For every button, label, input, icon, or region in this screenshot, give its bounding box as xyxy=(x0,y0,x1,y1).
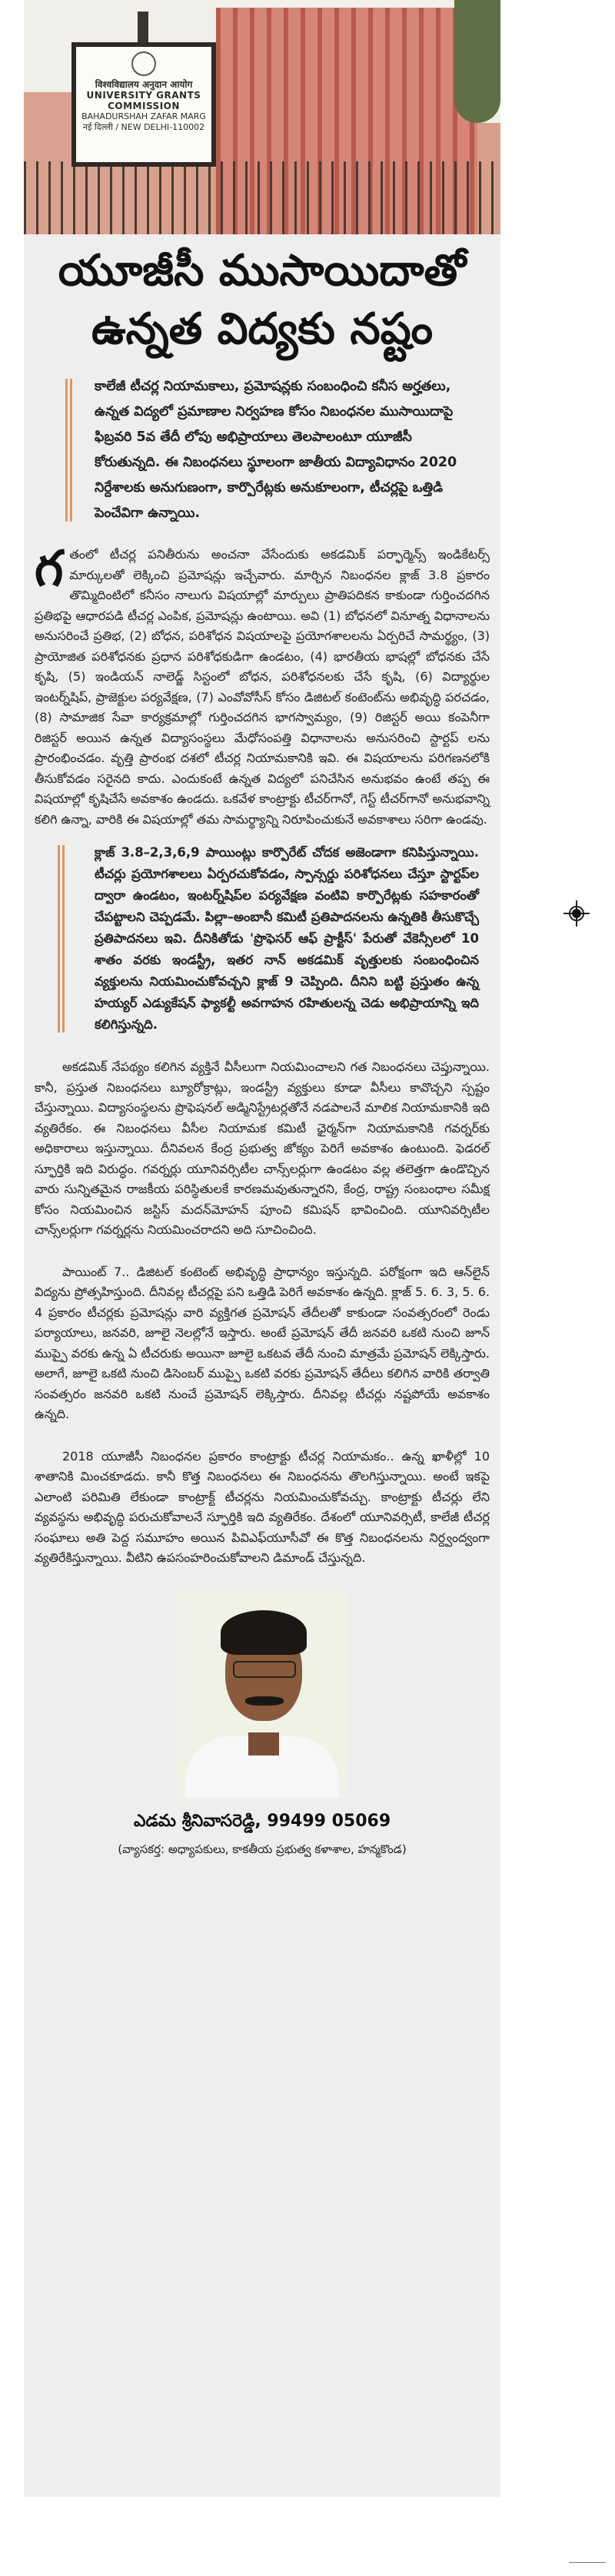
author-photo xyxy=(178,1590,347,1798)
paragraph-1 xyxy=(35,541,490,830)
photo-fence xyxy=(24,161,500,234)
author-byline: ఎడమ శ్రీనివాసరెడ్డి, 99499 05069 xyxy=(133,1811,391,1831)
headline-line-2: ఉన్నత విద్యకు నష్టం xyxy=(91,304,434,354)
registration-mark-dot xyxy=(572,909,581,918)
signboard-hindi: विश्वविद्यालय अनुदान आयोग xyxy=(95,79,193,90)
paragraph-1-text: తంలో టీచర్ల పనితీరును అంచనా వేసేందుకు అకడమిక్ పర్ఫార్మెన్స్ ఇండికేటర్స్ మార్కులతో లెక్కించి ప్రమోషన్లు ఇచ్చేవారు. మార్చిన నిబంధనల క్లాజ్ 3.8 ప్రకారం తొమ్మిదింటిలో కనీసం నాలుగు విషయాల్లో మార్పులు ప్రాతిపదికన కాకుండా గుర్తించదగిన ప్రతిభపై ఆధారపడి టీచర్ల ఎంపిక, ప్రమోషన్లు ఉంటాయి. అవి (1) బోధనలో వినూత్న విధానాలను అనుసరించే ప్రతిభ, (2) బోధన, పరిశోధన విషయాలపై ప్రయోగశాలలను ఏర్పరిచే సామర్థ్యం, (3) ప్రాయోజిత పరిశోధనకు ప్రధాన పరిశోధకుడిగా ఉండటం, (4) భారతీయ భాషల్లో బోధనకు చేసే కృషి, (5) ఇండియన్ నాలెడ్జ్ సిస్టంలో బోధన, పరిశోధనలకు చేసే కృషి, (6) విద్యార్థుల ఇంటర్న్‌షిప్, ప్రాజెక్టుల పర్యవేక్షణ, (7) ఎంవోవోసీస్ కోసం డిజిటల్ కంటెంట్‌ను అభివృద్ధి పరచడం, (8) సామాజిక సేవా కార్యక్రమాల్లో గుర్తించదగిన భాగస్వామ్యం, (9) రిజిస్టర్ అయి కంపెనీగా రిజిస్టర్ అయిన ఉన్నత విద్యాసంస్థలు మేధోసంపత్తి విధానాలను అనుసరించి స్టార్టప్ లను ప్రారంభించడం. వృత్తి ప్రారంభ దశలో టీచర్ల నియామకానికి ఇవి. ఈ విషయాలను పరిగణనలోకి తీసుకోవడం సరైనది కాదు. ఎందుకంటే ఉన్నత విద్యలో పనిచేసిన అనుభవం ఉంటే తప్ప ఈ విషయాల్లో కృషిచేసే అవకాశం ఉండదు. ఒకవేళ కాంట్రాక్టు టీచర్‌గానో, గెస్ట్ టీచర్‌గానో అనుభవాన్ని కలిగి ఉన్నా, వారికి ఈ విషయాల్లో తమ సామర్థ్యాన్ని నిరూపించుకునే అవకాశాలు సరిగా ఉండవు. xyxy=(35,547,490,827)
article-body xyxy=(35,541,490,1569)
signboard-address: BAHADURSHAH ZAFAR MARG xyxy=(81,111,206,121)
pull-quote xyxy=(58,842,479,1036)
registration-mark-icon xyxy=(563,900,590,927)
photo-tree xyxy=(454,0,500,123)
photo-signpost xyxy=(138,12,148,45)
author-glasses xyxy=(233,1661,296,1678)
article-deck xyxy=(65,374,480,526)
author-neck xyxy=(248,1732,279,1755)
ugc-building-photo xyxy=(24,0,500,234)
paragraph-2: అకడమిక్ నేపథ్యం కలిగిన వ్యక్తినే వీసీలుగా నియమించాలని గత నిబంధనలు చెప్తున్నాయి. కానీ, ప్రస్తుత నిబంధనలు బ్యూరోక్రాట్లు, ఇండస్ట్రీ వ్యక్తులు కూడా వీసీలు కావొచ్చని స్పష్టం చేస్తున్నాయి. విద్యాసంస్థలను ప్రొఫెషనల్ అడ్మినిస్ట్రేటర్లతోనే నడపాలనే మాలిక నియామకానికి ఇది వ్యతిరేకం. ఈ నిబంధనలు వీసీల నియామక కమిటీ ఛైర్మన్‌గా నియామకానికి గవర్నర్‌కు అధికారాలు ఇస్తున్నాయి. దీనివలన కేంద్ర ప్రభుత్వ జోక్యం పెరిగే అవకాశం ఉంటుంది. ఫెడరల్ స్ఫూర్తికి ఇది విరుద్ధం. గవర్నర్లు యూనివర్సిటీల చాన్స్‌లర్లుగా ఉండటం వల్ల తలెత్తగా ఉండొచ్చిన వారు సున్నితమైన రాజకీయ పరిస్థితులకే కారణమవుతున్నారని, కేంద్ర, రాష్ట్ర సంబంధాల సమీక్ష కోసం నియమించిన జస్టిస్ మదన్‌మోహన్ పూంచి కమిషన్ భావించింది. యూనివర్సిటీల చాన్స్‌లర్లుగా గవర్నర్లను నియమించరాదని అది సూచించింది. xyxy=(35,1059,490,1237)
author-designation: (వ్యాసకర్త: అధ్యాపకులు, కాకతీయ ప్రభుత్వ కళాశాల, హన్మకొండ) xyxy=(118,1842,407,1856)
author-hair xyxy=(221,1610,307,1655)
deck-text: కాలేజీ టీచర్ల నియామకాలు, ప్రమోషన్లకు సంబంధించి కనీస అర్హతలు, ఉన్నత విద్యలో ప్రమాణాల నిర్వహణ కోసం నిబంధనల ముసాయిదాపై ఫిబ్రవరి 5వ తేదీ లోపు అభిప్రాయాలు తెలపాలంటూ యూజీసీ కోరుతున్నది. ఈ నిబంధనలు స్థూలంగా జాతీయ విద్యావిధానం 2020 నిర్దేశాలకు అనుగుణంగా, కార్పొరేట్లకు అనుకూలంగా, టీచర్లపై ఒత్తిడి పెంచేవిగా ఉన్నాయి. xyxy=(95,379,457,521)
deck-rule xyxy=(65,379,68,522)
headline-line-1: యూజీసీ ముసాయిదాతో xyxy=(58,246,467,296)
paragraph-3: పాయింట్ 7.. డిజిటల్ కంటెంట్ అభివృద్ధి ప్రాధాన్యం ఇస్తున్నది. పరోక్షంగా ఇది ఆన్‌లైన్ విద్యను ప్రోత్సహిస్తుంది. దీనివల్ల టీచర్లపై పని ఒత్తిడి పెరిగే అవకాశం ఉన్నది. క్లాజ్ 5. 6. 3, 5. 6. 4 ప్రకారం టీచర్లకు ప్రమోషన్లు వారి వ్యక్తిగత ప్రమోషన్ తేదీలతో కాకుండా సంవత్సరంలో రెండు పర్యాయాలు, జనవరి, జూలై నెలల్లోనే ఇస్తారు. అంటే ప్రమోషన్ తేదీ జనవరి ఒకటి నుంచి జూన్ ముప్పై వరకు ఉన్న ఏ టీచరుకు అయినా జూలై ఒకటవ తేదీ నుంచి మాత్రమే ప్రమోషన్ లెక్కిస్తారు. అలాగే, జూలై ఒకటి నుంచి డిసెంబర్ ముప్పై ఒకటి వరకు ప్రమోషన్ తేదీలు కలిగిన వారికి తర్వాతి సంవత్సరం జనవరి ఒకటి నుంచే ప్రమోషన్ లెక్కిస్తారు. దీనివల్ల టీచర్లు నష్టపోయే అవకాశం ఉన్నది. xyxy=(35,1264,490,1421)
paragraph-4: 2018 యూజీసీ నిబంధనల ప్రకారం కాంట్రాక్టు టీచర్ల నియామకం.. ఉన్న ఖాళీల్లో 10 శాతానికి మించకూడదు. కానీ కొత్త నిబంధనలు ఈ నిబంధనను తొలగిస్తున్నాయి. అంటే ఇకపై ఎలాంటి పరిమితి లేకుండా కాంట్రాక్ట్ టీచర్లను నియమించుకోవచ్చు. కాంట్రాక్టు టీచర్లు లేని వ్యవస్థను అభివృద్ధి పరుచుకోవాలనే స్ఫూర్తికి ఇది వ్యతిరేకం. దేశంలో యూనివర్సిటీ, కాలేజీ టీచర్ల సంఘాలు అతి పెద్ద సమూహం అయిన పివిఎఫ్‌యూసీవో ఈ కొత్త నిబంధనలను నిర్ద్వంద్వంగా వ్యతిరేకిస్తున్నాయి. వీటిని ఉపసంహరించుకోవాలని డిమాండ్ చేస్తున్నది. xyxy=(35,1448,490,1565)
pull-quote-rule xyxy=(58,845,60,1033)
page-edge-rule xyxy=(569,2562,606,2563)
deck-rule xyxy=(70,379,72,522)
newspaper-article xyxy=(24,0,500,2497)
pull-quote-text: క్లాజ్ 3.8–2,3,6,9 పాయింట్లు కార్పొరేట్ చోదక అజెండాగా కనిపిస్తున్నాయి. టీచర్లు ప్రయోగశాలలు ఏర్పరచుకోవడం, స్పాన్సర్డు పరిశోధనలు చేస్తూ స్టార్టప్‌ల ద్వారా ఉండటం, ఇంటర్న్‌షిప్‌ల పర్యవేక్షణ వంటివి కార్పొరేట్లకు సహకారంతో చేపట్టాలని చెప్పడమే. పిల్లా–అంబానీ కమిటీ ప్రతిపాదనలను ఉన్నతికి తీసుకొచ్చే ప్రతిపాదనలు ఇవి. దీనికితోడు 'ప్రొఫెసర్ ఆఫ్ ప్రాక్టీస్' పేరుతో వేకెన్సీలలో 10 శాతం వరకు ఇండస్ట్రీ, ఇతర నాన్ అకడమిక్ వృత్తులకు సంబంధించిన వ్యక్తులను నియమించుకోవచ్చని క్లాజ్ 9 చెప్పింది. దీనిని బట్టి ప్రస్తుతం ఉన్న హయ్యర్ ఎడ్యుకేషన్ ఫ్యాకల్టీ అవగాహన రహితులన్న చెడు అభిప్రాయాన్ని ఇది కలిగిస్తున్నది. xyxy=(95,845,479,1032)
ugc-signboard xyxy=(71,42,216,167)
drop-cap: గ xyxy=(35,541,64,598)
signboard-city: नई दिल्ली / NEW DELHI-110002 xyxy=(82,122,205,132)
headline xyxy=(24,234,500,374)
pull-quote-rule xyxy=(62,845,65,1033)
signboard-english: UNIVERSITY GRANTS COMMISSION xyxy=(86,90,201,111)
author-mustache xyxy=(245,1696,284,1706)
ugc-seal-icon xyxy=(131,51,156,76)
